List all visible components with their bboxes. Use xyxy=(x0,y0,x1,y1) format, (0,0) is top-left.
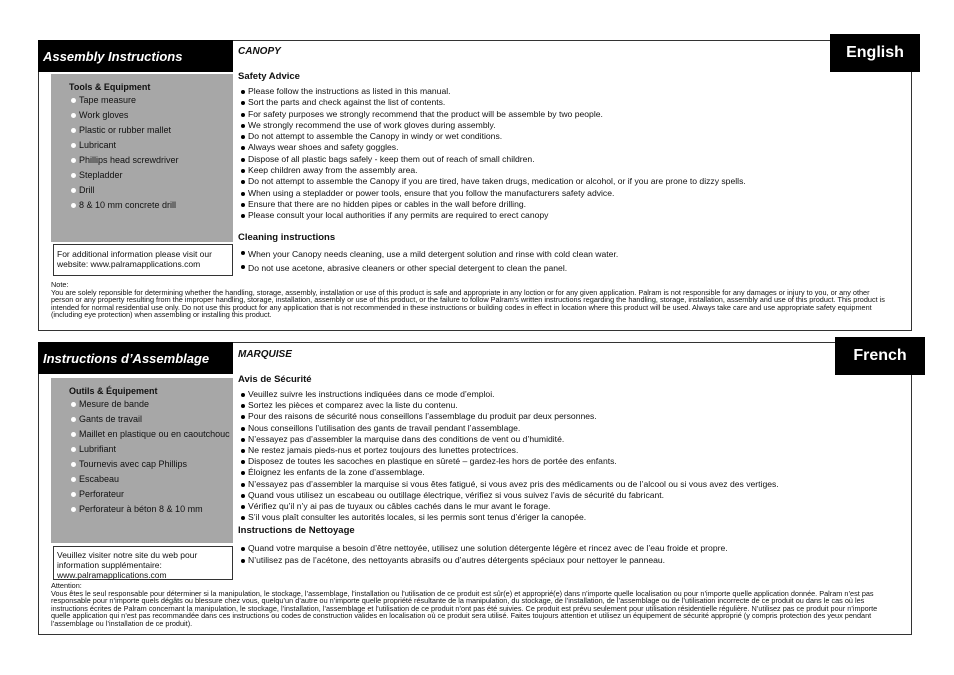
cleaning-item: N’utilisez pas de l’acétone, des nettoyants abrasifs ou d’autres détergents spéciaux pour nettoyer le panneau. xyxy=(238,555,728,567)
english-info-bold: applications xyxy=(136,259,182,269)
tool-item: Plastic or rubber mallet xyxy=(69,125,233,136)
tool-item: Gants de travail xyxy=(69,414,233,425)
tool-item: Maillet en plastique ou en caoutchouc xyxy=(69,429,233,440)
french-cleaning-list xyxy=(238,543,728,566)
safety-item: Vérifiez qu’il n’y ai pas de tuyaux ou câbles cachés dans le mur avant le forage. xyxy=(238,501,779,512)
safety-item: Please consult your local authorities if any permits are required to erect canopy xyxy=(238,210,746,221)
english-language-label: English xyxy=(830,34,920,72)
french-tools-list xyxy=(69,399,233,515)
tool-item: Perforateur à béton 8 & 10 mm xyxy=(69,504,233,515)
french-safety-title: Avis de Sécurité xyxy=(238,374,312,385)
french-note-label: Attention: xyxy=(51,581,82,590)
cleaning-item: When your Canopy needs cleaning, use a mild detergent solution and rinse with cold clean water. xyxy=(238,247,618,261)
english-tools-list xyxy=(69,95,233,211)
english-cleaning-title: Cleaning instructions xyxy=(238,232,336,243)
safety-item: Do not attempt to assemble the Canopy if you are tired, have taken drugs, medication or alcohol, or if you are prone to dizzy spells. xyxy=(238,176,746,187)
tool-item: Stepladder xyxy=(69,170,233,181)
safety-item: S’il vous plaît consulter les autorités locales, si les permis sont tenus d’ériger la canopée. xyxy=(238,512,779,523)
french-cleaning-title: Instructions de Nettoyage xyxy=(238,525,355,536)
safety-item: Disposez de toutes les sacoches en plastique en sûreté – gardez-les hors de portée des enfants. xyxy=(238,456,779,467)
french-note xyxy=(51,582,891,628)
safety-item: N’essayez pas d’assembler la marquise si vous êtes fatigué, si vous avez pris des médicaments ou de l’alcool ou si vous avez des vertiges. xyxy=(238,479,779,490)
safety-item: Dispose of all plastic bags safely - keep them out of reach of small children. xyxy=(238,154,746,165)
safety-item: Nous conseillons l’utilisation des gants de travail pendant l’assemblage. xyxy=(238,423,779,434)
safety-item: Always wear shoes and safety goggles. xyxy=(238,142,746,153)
french-info-bold: applications xyxy=(103,570,149,580)
tool-item: Phillips head screwdriver xyxy=(69,155,233,166)
safety-item: Sortez les pièces et comparez avec la liste du contenu. xyxy=(238,400,779,411)
french-section-header: Instructions d’Assemblage xyxy=(38,342,233,374)
safety-item: Veuillez suivre les instructions indiquées dans ce mode d’emploi. xyxy=(238,389,779,400)
french-tools-title: Outils & Équipement xyxy=(69,386,158,396)
safety-item: N’essayez pas d’assembler la marquise dans des conditions de vent ou d’humidité. xyxy=(238,434,779,445)
tool-item: Lubrifiant xyxy=(69,444,233,455)
french-info-suffix: .com xyxy=(148,570,167,580)
english-note-text: You are solely reponsible for determining whether the handling, storage, assembly, installation or use of this product is safe and appropriate in any loction or for any given application. Palram is not responsible for any damages or injury to you, or any other person or any property resulting from the improper handling, storage, installation, assembly or use of this product, or the failure to follow Palram's written instructions regarding the handling, storage, installation, assembly and use of this product. This product is intended for normal residential use only. Do not use this product for any application that is not recommended in these instructions or building codes in effect in location where this product will be used. Always take care and use appropriate safety equipment (including eye protection) when assembling or installing this product. xyxy=(51,287,885,320)
french-tools-panel xyxy=(51,378,233,543)
french-info-box xyxy=(53,546,233,580)
tool-item: Drill xyxy=(69,185,233,196)
english-product-name: CANOPY xyxy=(238,46,281,57)
safety-item: Ne restez jamais pieds-nus et portez toujours des lunettes protectrices. xyxy=(238,445,779,456)
english-safety-list xyxy=(238,86,746,222)
safety-item: Sort the parts and check against the list of contents. xyxy=(238,97,746,108)
safety-item: Quand vous utilisez un escabeau ou outillage électrique, vérifiez si vous suivez l’avis de sécurité du fabricant. xyxy=(238,490,779,501)
safety-item: Ensure that there are no hidden pipes or cables in the wall before drilling. xyxy=(238,199,746,210)
tool-item: Lubricant xyxy=(69,140,233,151)
cleaning-item: Quand votre marquise a besoin d’être nettoyée, utilisez une solution détergente légère et rincez avec de l’eau froide et propre. xyxy=(238,543,728,555)
french-note-text: Vous êtes le seul responsable pour déterminer si la manipulation, le stockage, l’assemblage, l’installation ou l’utilisation de ce produit est sûr(e) et approprié(e) dans n’importe quelle localisation ou pour n’importe quelle application donnée. Palram n’est pas responsable pour n’importe quels dégâts ou blessure chez vous, quelqu’un d’autre ou n’importe quelle propriété résultante de la manipulation, du stockage, de l’installation, de l’assemblage ou de l’utilisation incorrecte de ce produit ou dans le cas où les instructions écrites de Palram concernant la manipulation, le stockage, l’installation, l’assemblage et l’utilisation de ce produit n’ont pas été suivies. Ce produit est prévu seulement pour utilisation résidentielle régulière. N’utilisez pas ce produit pour n’importe quelle application qui n’est pas recommandée dans ces instructions ou codes de construction valides en localisation où ce produit sera utilisé. Faites toujours attention et utilisez un équipement de sécurité approprié (y compris protection des yeux pendant l’assemblage ou l’installation de ce produit). xyxy=(51,588,878,628)
safety-item: Keep children away from the assembly area. xyxy=(238,165,746,176)
english-tools-panel xyxy=(51,74,233,242)
tool-item: Work gloves xyxy=(69,110,233,121)
english-info-suffix: .com xyxy=(181,259,201,269)
safety-item: When using a stepladder or power tools, ensure that you follow the manufacturers safety advice. xyxy=(238,188,746,199)
safety-item: Please follow the instructions as listed in this manual. xyxy=(238,86,746,97)
safety-item: Éloignez les enfants de la zone d’assemblage. xyxy=(238,467,779,478)
english-tools-title: Tools & Equipment xyxy=(69,82,151,92)
english-info-text: For additional information please visit our website: www.palram xyxy=(57,249,212,269)
tool-item: Mesure de bande xyxy=(69,399,233,410)
safety-item: We strongly recommend the use of work gloves during assembly. xyxy=(238,120,746,131)
english-note xyxy=(51,281,891,319)
cleaning-item: Do not use acetone, abrasive cleaners or other special detergent to clean the panel. xyxy=(238,261,618,275)
english-section-header: Assembly Instructions xyxy=(38,40,233,72)
safety-item: Pour des raisons de sécurité nous conseillons l’assemblage du produit par deux personnes. xyxy=(238,411,779,422)
tool-item: Tape measure xyxy=(69,95,233,106)
english-note-label: Note: xyxy=(51,280,69,289)
safety-item: Do not attempt to assemble the Canopy in windy or wet conditions. xyxy=(238,131,746,142)
english-info-box xyxy=(53,244,233,276)
tool-item: 8 & 10 mm concrete drill xyxy=(69,200,233,211)
safety-item: For safety purposes we strongly recommend that the product will be assemble by two people. xyxy=(238,109,746,120)
english-cleaning-list xyxy=(238,247,618,275)
french-language-label: French xyxy=(835,337,925,375)
french-info-text: Veuillez visiter notre site du web pour information supplémentaire: www.palram xyxy=(57,550,198,580)
tool-item: Escabeau xyxy=(69,474,233,485)
tool-item: Tournevis avec cap Phillips xyxy=(69,459,233,470)
french-product-name: MARQUISE xyxy=(238,349,292,360)
tool-item: Perforateur xyxy=(69,489,233,500)
english-safety-title: Safety Advice xyxy=(238,71,300,82)
french-safety-list xyxy=(238,389,779,523)
